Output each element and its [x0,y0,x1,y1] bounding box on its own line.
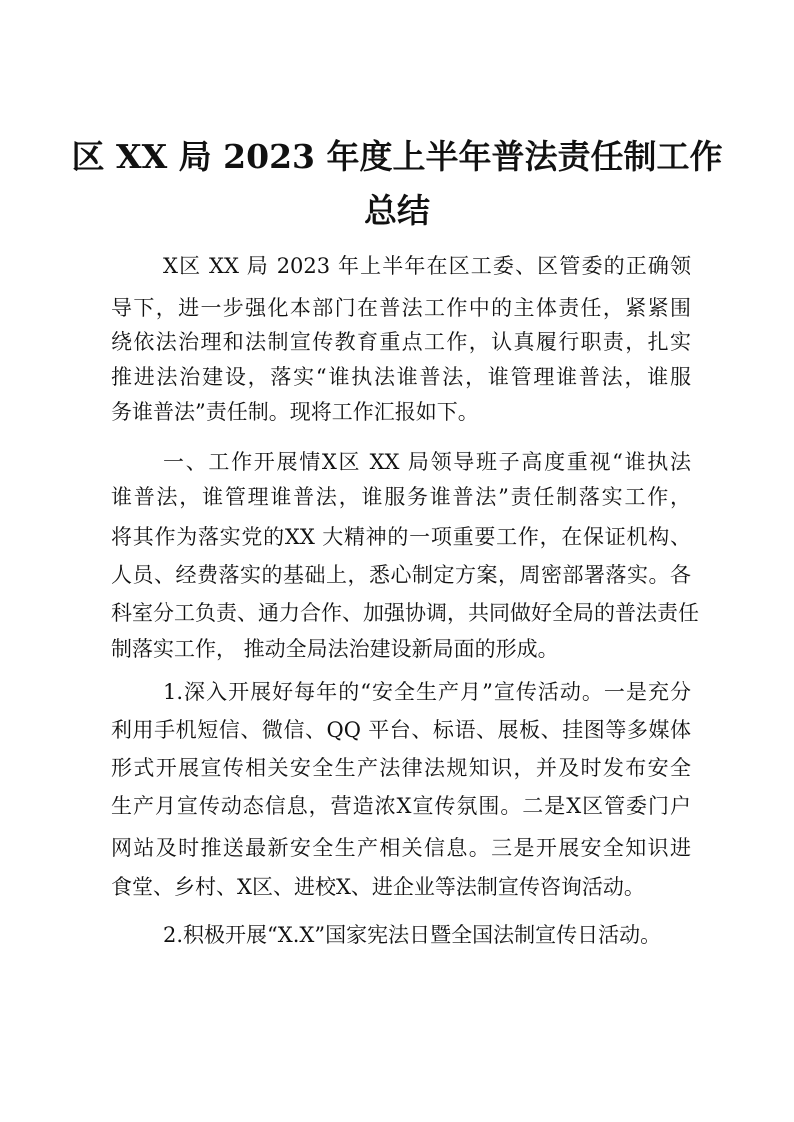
paragraph-3-line-3: 形式开展宣传相关安全生产法律法规知识，并及时发布安全 [111,756,691,780]
document-title-line-2: 总结 [364,191,430,230]
paragraph-3-line-4: 生产月宣传动态信息，营造浓X宣传氛围。二是X区管委门户 [111,794,691,818]
paragraph-3-line-2: 利用手机短信、微信、QQ 平台、标语、展板、挂图等多媒体 [111,718,691,742]
paragraph-2-line-5: 科室分工负责、通力合作、加强协调，共同做好全局的普法责任 [111,601,699,625]
paragraph-1-line-2: 导下，进一步强化本部门在普法工作中的主体责任，紧紧围 [111,296,691,320]
paragraph-3-line-1: 1.深入开展好每年的“安全生产月”宣传活动。一是充分 [163,680,691,704]
paragraph-1-line-3: 绕依法治理和法制宣传教育重点工作，认真履行职责，扎实 [111,330,691,354]
document-title-line-1: 区 XX 局 2023 年度上半年普法责任制工作 [71,137,723,176]
paragraph-1-line-5: 务谁普法”责任制。现将工作汇报如下。 [111,400,479,424]
paragraph-2-line-4: 人员、经费落实的基础上，悉心制定方案，周密部署落实。各 [111,563,691,587]
paragraph-2-line-1: 一、工作开展情X区 XX 局领导班子高度重视“谁执法 [163,450,691,474]
paragraph-2-line-6: 制落实工作， 推动全局法治建设新局面的形成。 [111,637,559,661]
paragraph-3-line-6: 食堂、乡村、X区、进校X、进企业等法制宣传咨询活动。 [111,875,645,899]
paragraph-4-line-1: 2.积极开展“X.X”国家宪法日暨全国法制宣传日活动。 [163,923,662,947]
paragraph-2-line-2: 谁普法，谁管理谁普法，谁服务谁普法”责任制落实工作， [111,485,691,509]
paragraph-2-line-3: 将其作为落实党的XX 大精神的一项重要工作，在保证机构、 [111,525,691,549]
paragraph-1-line-1: X区 XX 局 2023 年上半年在区工委、区管委的正确领 [163,254,691,278]
paragraph-3-line-5: 网站及时推送最新安全生产相关信息。三是开展安全知识进 [111,836,691,860]
paragraph-1-line-4: 推进法治建设，落实“谁执法谁普法，谁管理谁普法，谁服 [111,365,691,389]
